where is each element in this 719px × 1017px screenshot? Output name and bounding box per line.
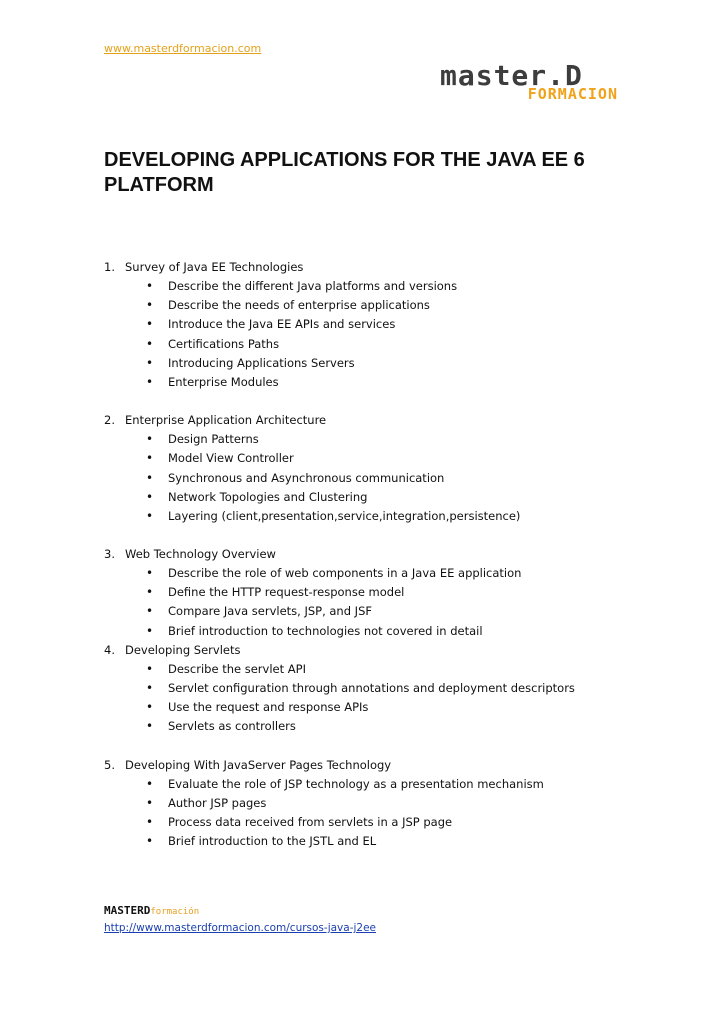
list-item: • Layering (client,presentation,service,integration,persistence) <box>104 507 664 526</box>
bullet-icon: • <box>146 298 154 313</box>
list-item: • Describe the servlet API <box>104 660 664 679</box>
topic-list <box>104 775 664 852</box>
list-item: • Brief introduction to technologies not covered in detail <box>104 622 664 641</box>
logo-subtitle: FORMACION <box>527 85 618 103</box>
section-3 <box>104 545 664 641</box>
list-item: • Evaluate the role of JSP technology as a presentation mechanism <box>104 775 664 794</box>
section-heading <box>104 545 664 564</box>
topic-list <box>104 660 664 737</box>
bullet-icon: • <box>146 681 154 695</box>
bullet-icon: • <box>146 814 154 829</box>
section-heading <box>104 258 664 277</box>
list-item: • Introducing Applications Servers <box>104 354 664 373</box>
bullet-icon: • <box>146 489 154 504</box>
section-1 <box>104 258 664 392</box>
footer-brand-bold: MASTERD <box>104 904 151 917</box>
bullet-icon: • <box>146 336 154 351</box>
bullet-icon: • <box>146 279 154 293</box>
section-title: Enterprise Application Architecture <box>125 413 327 428</box>
bullet-icon: • <box>146 566 154 581</box>
bullet-icon: • <box>146 451 154 466</box>
list-item: • Describe the different Java platforms and versions <box>104 277 664 296</box>
section-heading <box>104 756 664 775</box>
section-5 <box>104 756 664 852</box>
bullet-icon: • <box>146 470 154 485</box>
section-title: Developing With JavaServer Pages Technology <box>125 757 392 772</box>
section-number: 4. <box>104 642 115 657</box>
list-item: • Compare Java servlets, JSP, and JSF <box>104 602 664 621</box>
list-item: • Design Patterns <box>104 430 664 449</box>
section-heading <box>104 641 664 660</box>
section-title: Survey of Java EE Technologies <box>125 260 304 274</box>
list-item: • Synchronous and Asynchronous communication <box>104 469 664 488</box>
bullet-icon: • <box>146 700 154 715</box>
list-item: • Servlets as controllers <box>104 717 664 736</box>
bullet-icon: • <box>146 355 154 370</box>
bullet-icon: • <box>146 508 154 523</box>
bullet-icon: • <box>146 585 154 600</box>
section-number: 2. <box>104 413 115 428</box>
list-item: • Introduce the Java EE APIs and services <box>104 315 664 334</box>
list-item: • Network Topologies and Clustering <box>104 488 664 507</box>
list-item: • Author JSP pages <box>104 794 664 813</box>
bullet-icon: • <box>146 776 154 791</box>
list-item: • Brief introduction to the JSTL and EL <box>104 832 664 851</box>
bullet-icon: • <box>146 795 154 810</box>
list-item: • Certifications Paths <box>104 335 664 354</box>
list-item: • Process data received from servlets in a JSP page <box>104 813 664 832</box>
topic-list <box>104 430 664 526</box>
bullet-icon: • <box>146 317 154 332</box>
list-item: • Describe the needs of enterprise applications <box>104 296 664 315</box>
bullet-icon: • <box>146 432 154 447</box>
footer-course-link[interactable]: http://www.masterdformacion.com/cursos-java-j2ee <box>104 922 377 934</box>
header-url-link[interactable]: www.masterdformacion.com <box>104 42 262 55</box>
list-item: • Use the request and response APIs <box>104 698 664 717</box>
footer-brand-light: formación <box>150 907 200 917</box>
topic-list <box>104 277 664 392</box>
list-item: • Servlet configuration through annotations and deployment descriptors <box>104 679 664 698</box>
section-number: 1. <box>104 260 115 274</box>
section-title: Developing Servlets <box>125 642 241 657</box>
page-title: DEVELOPING APPLICATIONS FOR THE JAVA EE 6 PLATFORM <box>104 149 585 196</box>
topic-list <box>104 564 664 641</box>
list-item: • Describe the role of web components in a Java EE application <box>104 564 664 583</box>
section-4 <box>104 641 664 737</box>
section-title: Web Technology Overview <box>125 547 276 562</box>
bullet-icon: • <box>146 604 154 619</box>
bullet-icon: • <box>146 623 154 638</box>
list-item: • Enterprise Modules <box>104 373 664 392</box>
list-item: • Define the HTTP request-response model <box>104 583 664 602</box>
section-2 <box>104 411 664 526</box>
syllabus-content <box>104 258 664 851</box>
masterd-logo <box>440 59 620 106</box>
section-heading <box>104 411 664 430</box>
bullet-icon: • <box>146 661 154 676</box>
bullet-icon: • <box>146 719 154 734</box>
footer-brand <box>104 904 199 917</box>
bullet-icon: • <box>146 374 154 389</box>
bullet-icon: • <box>146 834 154 849</box>
logo-wordmark: master.D <box>440 59 583 92</box>
section-number: 5. <box>104 757 115 772</box>
list-item: • Model View Controller <box>104 449 664 468</box>
section-number: 3. <box>104 547 115 562</box>
